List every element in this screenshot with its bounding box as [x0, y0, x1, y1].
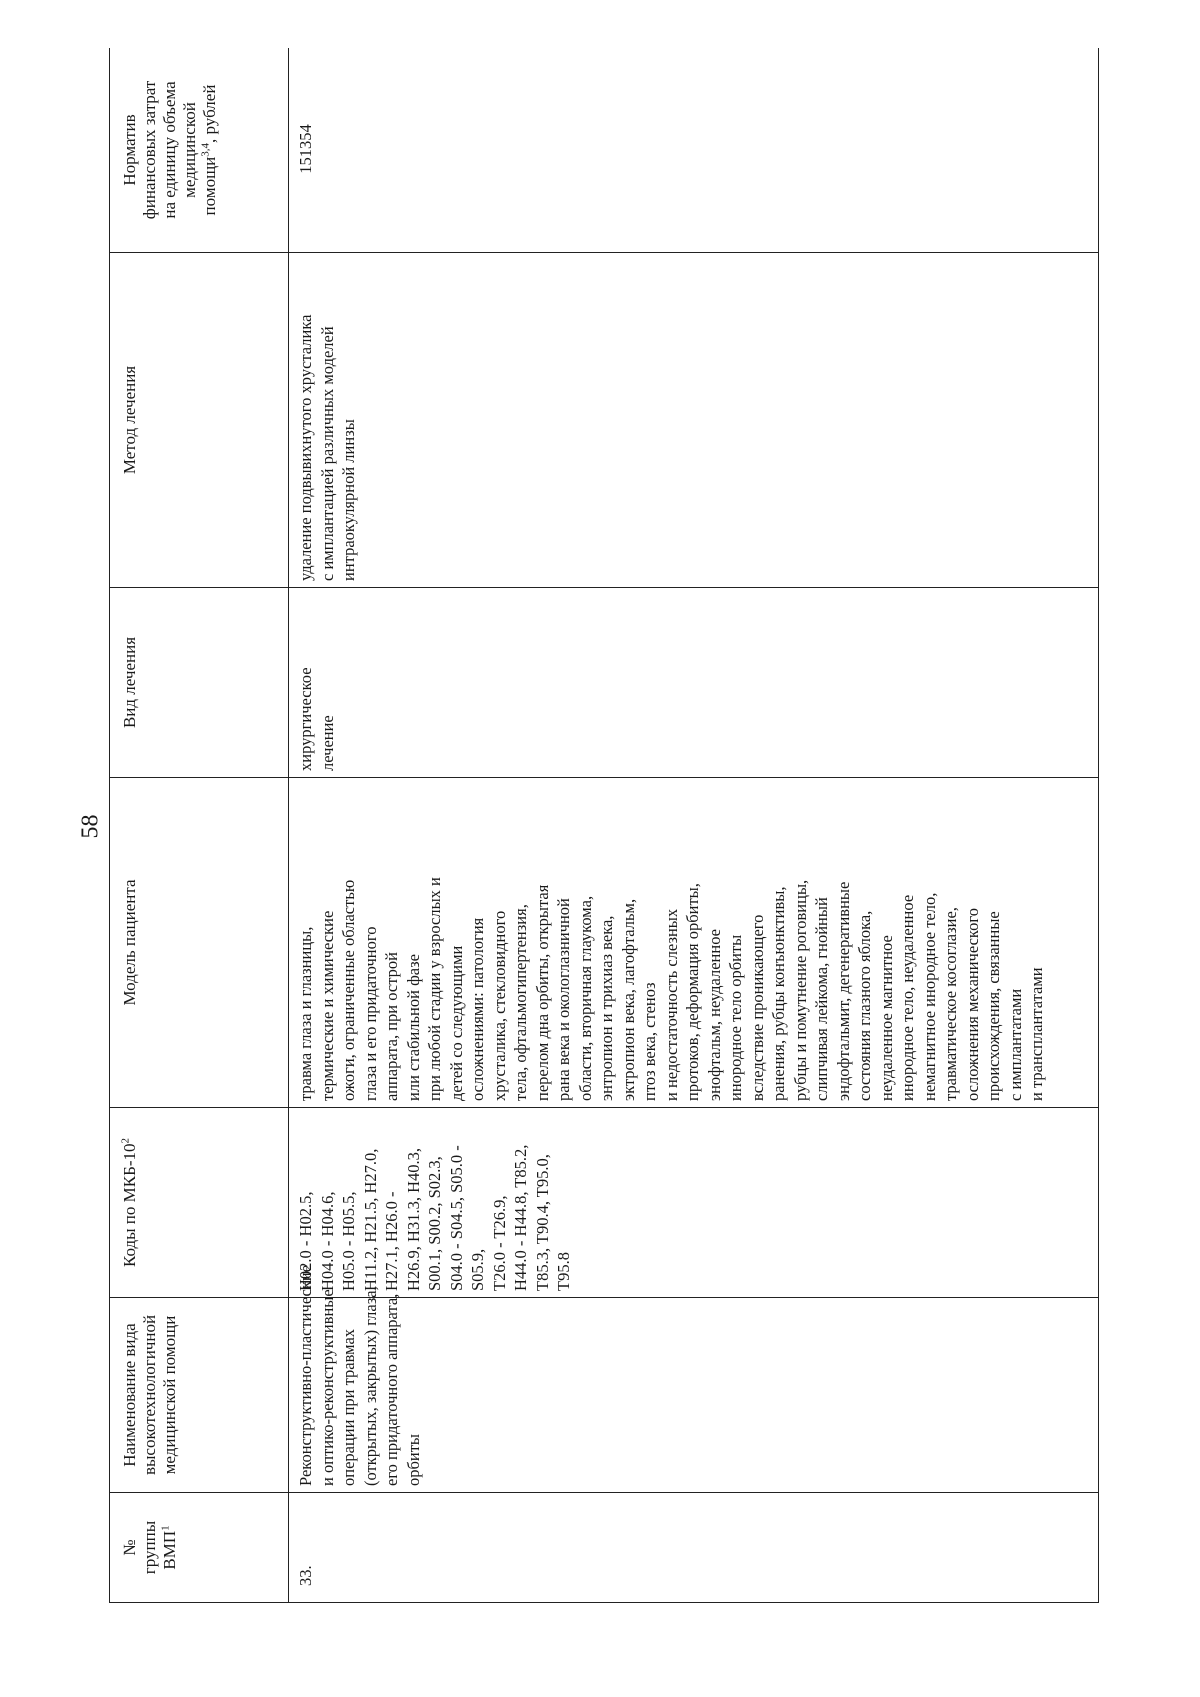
cell-group-number: 33. — [289, 1493, 1099, 1603]
rotated-table-wrapper — [109, 48, 1099, 1603]
cell-method: удаление подвывихнутого хрусталика с имплантацией различных моделей интраокулярной линзы — [289, 253, 1099, 588]
page-number — [71, 806, 111, 846]
table-header-row — [110, 48, 289, 1603]
header-model: Модель пациента — [110, 778, 289, 1108]
header-codes: Коды по МКБ-$10^2$ — [110, 1108, 289, 1298]
cell-treatment-type: хирургическое лечение — [289, 588, 1099, 778]
table-stage — [109, 48, 1099, 1603]
header-treatment-type: Вид лечения — [110, 588, 289, 778]
header-group-number: № группы ВМП$^1$ — [110, 1493, 289, 1603]
cell-cost: 151354 — [289, 48, 1099, 253]
header-method: Метод лечения — [110, 253, 289, 588]
page-number-text: 58 — [77, 814, 104, 838]
header-name: Наименование вида высокотехнологичной медицинской помощи — [110, 1298, 289, 1493]
vmp-table — [109, 48, 1099, 1603]
table-row — [289, 48, 1099, 1603]
header-cost: Норматив финансовых затрат на единицу объема медицинской помощи$^{3,4}$, рублей — [110, 48, 289, 253]
cell-name: Реконструктивно-пластические и оптико-реконструктивные операции при травмах (открытых, закрытых) глаза, его придаточного аппарата, орбиты — [289, 1298, 1099, 1493]
cell-codes: H02.0 - H02.5, H04.0 - H04.6, H05.0 - H05.5, H11.2, H21.5, H27.0, H27.1, H26.0 - H26.9, H31.3, H40.3, S00.1, S00.2, S02.3, S04.0 - S04.5, S05.0 - S05.9, T26.0 - T26.9, H44.0 - H44.8, T85.2, T85.3, T90.4, T95.0, T95.8 — [289, 1108, 1099, 1298]
cell-model: травма глаза и глазницы, термические и химические ожоги, ограниченные областью глаза и его придаточного аппарата, при острой или стабильной фазе при любой стадии у взрослых и детей со следующими осложнениями: патология хрусталика, стекловидного тела, офтальмогипертензия, перелом дна орбиты, открытая рана века и окологлазничной области, вторичная глаукома, энтропион и трихиаз века, эктропион века, лагофтальм, птоз века, стеноз и недостаточность слезных протоков, деформация орбиты, энофтальм, неудаленное инородное тело орбиты вследствие проникающего ранения, рубцы конъюнктивы, рубцы и помутнение роговицы, слипчивая лейкома, гнойный эндофтальмит, дегенеративные состояния глазного яблока, неудаленное магнитное инородное тело, неудаленное немагнитное инородное тело, травматическое косоглазие, осложнения механического происхождения, связанные с имплантатами и трансплантатами — [289, 778, 1099, 1108]
